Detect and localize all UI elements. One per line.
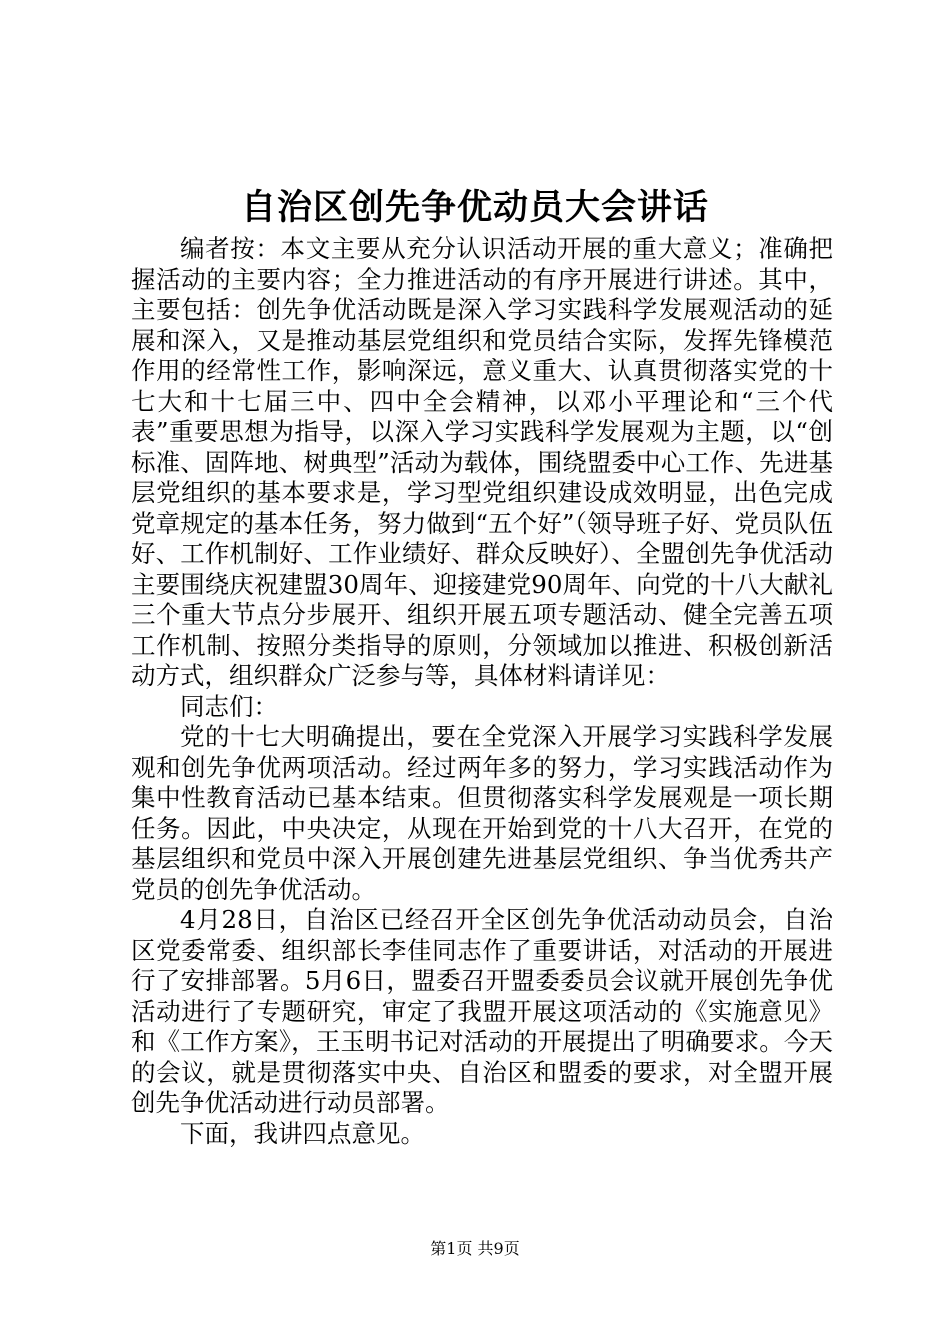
document-title: 自治区创先争优动员大会讲话	[240, 188, 709, 228]
body-paragraph: 下面，我讲四点意见。	[180, 1118, 425, 1148]
body-paragraph: 4月28日，自治区已经召开全区创先争优活动动员会，自治区党委常委、组织部长李佳同志作了重要讲话，对活动的开展进行了安排部署。5月6日，盟委召开盟委委员会议就开展创先争优活动进行了专题研究，审定了我盟开展这项活动的《实施意见》和《工作方案》，王玉明书记对活动的开展提出了明确要求。今天的会议，就是贯彻落实中央、自治区和盟委的要求，对全盟开展创先争优活动进行动员部署。	[131, 905, 833, 1117]
salutation-paragraph: 同志们：	[180, 691, 278, 721]
document-body	[131, 234, 833, 1149]
body-paragraph: 党的十七大明确提出，要在全党深入开展学习实践科学发展观和创先争优两项活动。经过两年多的努力，学习实践活动作为集中性教育活动已基本结束。但贯彻落实科学发展观是一项长期任务。因此，中央决定，从现在开始到党的十八大召开，在党的基层组织和党员中深入开展创建先进基层党组织、争当优秀共产党员的创先争优活动。	[131, 722, 833, 904]
editor-note-paragraph: 编者按：本文主要从充分认识活动开展的重大意义；准确把握活动的主要内容；全力推进活动的有序开展进行讲述。其中，主要包括：创先争优活动既是深入学习实践科学发展观活动的延展和深入，又是推动基层党组织和党员结合实际，发挥先锋模范作用的经常性工作，影响深远，意义重大、认真贯彻落实党的十七大和十七届三中、四中全会精神，以邓小平理论和“三个代表”重要思想为指导，以深入学习实践科学发展观为主题，以“创标准、固阵地、树典型”活动为载体，围绕盟委中心工作、先进基层党组织的基本要求是，学习型党组织建设成效明显，出色完成党章规定的基本任务，努力做到“五个好”（领导班子好、党员队伍好、工作机制好、工作业绩好、群众反映好）、全盟创先争优活动主要围绕庆祝建盟30周年、迎接建党90周年、向党的十八大献礼三个重大节点分步展开、组织开展五项专题活动、健全完善五项工作机制、按照分类指导的原则，分领域加以推进、积极创新活动方式，组织群众广泛参与等，具体材料请详见：	[131, 234, 833, 690]
page-number-footer: 第1页 共9页	[430, 1239, 520, 1258]
